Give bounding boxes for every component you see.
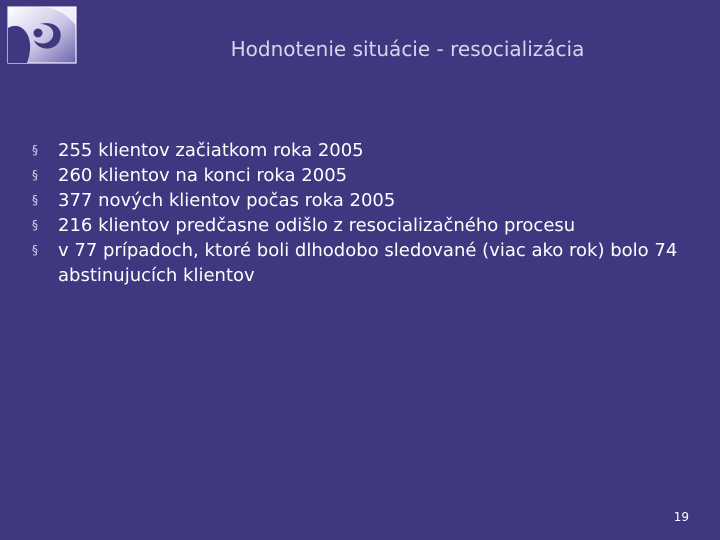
list-item <box>32 213 692 238</box>
list-item <box>32 188 692 213</box>
bullet-icon: § <box>32 143 38 157</box>
page-number: 19 <box>673 510 689 524</box>
list-item <box>32 238 692 288</box>
bullet-icon: § <box>32 218 38 232</box>
list-item <box>32 138 692 163</box>
bullet-text: 255 klientov začiatkom roka 2005 <box>58 140 364 161</box>
bullet-list <box>32 138 692 288</box>
bullet-icon: § <box>32 168 38 182</box>
bullet-text: 377 nových klientov počas roka 2005 <box>58 190 396 211</box>
bullet-text: 216 klientov predčasne odišlo z resocializačného procesu <box>58 215 576 236</box>
bullet-text: 260 klientov na konci roka 2005 <box>58 165 348 186</box>
bullet-text: v 77 prípadoch, ktoré boli dlhodobo sledované (viac ako rok) bolo 74 abstinujucích klientov <box>58 240 678 286</box>
slide-title: Hodnotenie situácie - resocializácia <box>230 37 585 61</box>
bullet-icon: § <box>32 243 38 257</box>
list-item <box>32 163 692 188</box>
bullet-icon: § <box>32 193 38 207</box>
